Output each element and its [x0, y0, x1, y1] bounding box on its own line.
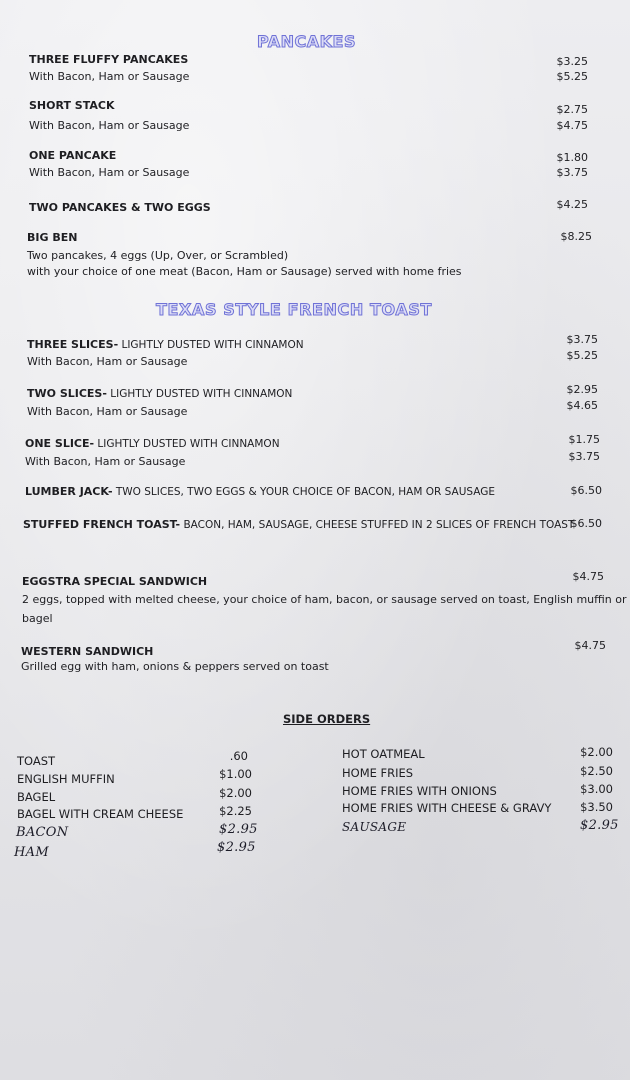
item-sub: With Bacon, Ham or Sausage: [27, 355, 188, 368]
item-price: $8.25: [560, 230, 592, 243]
item-sub: With Bacon, Ham or Sausage: [25, 455, 186, 468]
side-price: $2.50: [580, 764, 613, 778]
item-price: $4.75: [556, 119, 588, 132]
item-price: $2.95: [566, 383, 598, 396]
side-price: $2.00: [580, 745, 613, 759]
item-detail: LIGHTLY DUSTED WITH CINNAMON: [106, 388, 293, 400]
item-two-pancakes-two-eggs: TWO PANCAKES & TWO EGGS: [29, 201, 211, 214]
item-price: $6.50: [570, 484, 602, 497]
handwritten-item: SAUSAGE: [342, 820, 407, 834]
item-price: $3.25: [556, 55, 588, 68]
item-price: $2.75: [556, 103, 588, 116]
pancakes-heading: PANCAKES: [257, 32, 357, 51]
item-stuffed-french-toast: [23, 518, 574, 531]
item-sub: With Bacon, Ham or Sausage: [29, 166, 190, 179]
item-name: LUMBER JACK-: [25, 485, 113, 498]
item-three-fluffy-pancakes: THREE FLUFFY PANCAKES: [29, 53, 189, 66]
item-big-ben: BIG BEN: [27, 231, 78, 244]
item-one-pancake: ONE PANCAKE: [29, 149, 117, 162]
item-desc: 2 eggs, topped with melted cheese, your choice of ham, bacon, or sausage served on toast, English muffin or: [22, 593, 627, 606]
french-toast-heading: TEXAS STYLE FRENCH TOAST: [156, 300, 432, 319]
item-desc: with your choice of one meat (Bacon, Ham or Sausage) served with home fries: [27, 265, 462, 278]
side-price: $2.25: [219, 804, 252, 818]
side-item: HOME FRIES WITH CHEESE & GRAVY: [342, 801, 552, 815]
side-item: BAGEL WITH CREAM CHEESE: [17, 807, 184, 821]
item-sub: With Bacon, Ham or Sausage: [27, 405, 188, 418]
item-price: $5.25: [556, 70, 588, 83]
item-one-slice: [25, 437, 280, 450]
item-three-slices: [27, 338, 304, 351]
item-desc: Two pancakes, 4 eggs (Up, Over, or Scrambled): [27, 249, 289, 262]
side-item: BAGEL: [17, 790, 56, 804]
handwritten-price: $2.95: [217, 840, 256, 855]
item-price: $1.80: [556, 151, 588, 164]
side-price: .60: [229, 749, 248, 763]
item-price: $1.75: [568, 433, 600, 446]
item-eggstra-special-sandwich: EGGSTRA SPECIAL SANDWICH: [22, 575, 208, 588]
handwritten-price: $2.95: [580, 818, 619, 833]
item-desc: Grilled egg with ham, onions & peppers served on toast: [21, 660, 329, 673]
side-item: ENGLISH MUFFIN: [17, 772, 115, 786]
side-price: $2.00: [219, 786, 252, 800]
side-item: HOT OATMEAL: [342, 747, 425, 761]
item-sub: With Bacon, Ham or Sausage: [29, 119, 190, 132]
handwritten-price: $2.95: [219, 822, 258, 837]
item-detail: LIGHTLY DUSTED WITH CINNAMON: [118, 339, 304, 351]
item-price: $4.65: [566, 399, 598, 412]
item-price: $4.75: [574, 639, 606, 652]
side-item: TOAST: [17, 754, 56, 768]
item-lumber-jack: [25, 485, 495, 498]
side-item: HOME FRIES WITH ONIONS: [342, 784, 497, 798]
item-price: $3.75: [568, 450, 600, 463]
side-price: $1.00: [219, 767, 252, 781]
item-price: $6.50: [570, 517, 602, 530]
item-two-slices: [27, 387, 292, 400]
item-detail: TWO SLICES, TWO EGGS & YOUR CHOICE OF BACON, HAM OR SAUSAGE: [112, 486, 496, 498]
item-name: THREE SLICES-: [27, 338, 119, 351]
item-name: ONE SLICE-: [25, 437, 95, 450]
item-price: $5.25: [566, 349, 598, 362]
side-item: HOME FRIES: [342, 766, 414, 780]
item-short-stack: SHORT STACK: [29, 99, 115, 112]
item-price: $3.75: [556, 166, 588, 179]
side-price: $3.50: [580, 800, 613, 814]
item-sub: With Bacon, Ham or Sausage: [29, 70, 190, 83]
item-name: STUFFED FRENCH TOAST-: [23, 518, 181, 531]
item-price: $3.75: [566, 333, 598, 346]
item-western-sandwich: WESTERN SANDWICH: [21, 645, 154, 658]
side-price: $3.00: [580, 782, 613, 796]
item-desc: bagel: [22, 612, 53, 625]
bleed-through-text: [240, 66, 243, 77]
handwritten-item: BACON: [16, 825, 69, 840]
item-price: $4.25: [556, 198, 588, 211]
handwritten-item: HAM: [14, 845, 49, 860]
item-detail: BACON, HAM, SAUSAGE, CHEESE STUFFED IN 2 SLICES OF FRENCH TOAST: [180, 519, 575, 531]
side-orders-heading: SIDE ORDERS: [283, 712, 371, 726]
item-name: TWO SLICES-: [27, 387, 107, 400]
item-price: $4.75: [572, 570, 604, 583]
item-detail: LIGHTLY DUSTED WITH CINNAMON: [94, 438, 280, 450]
